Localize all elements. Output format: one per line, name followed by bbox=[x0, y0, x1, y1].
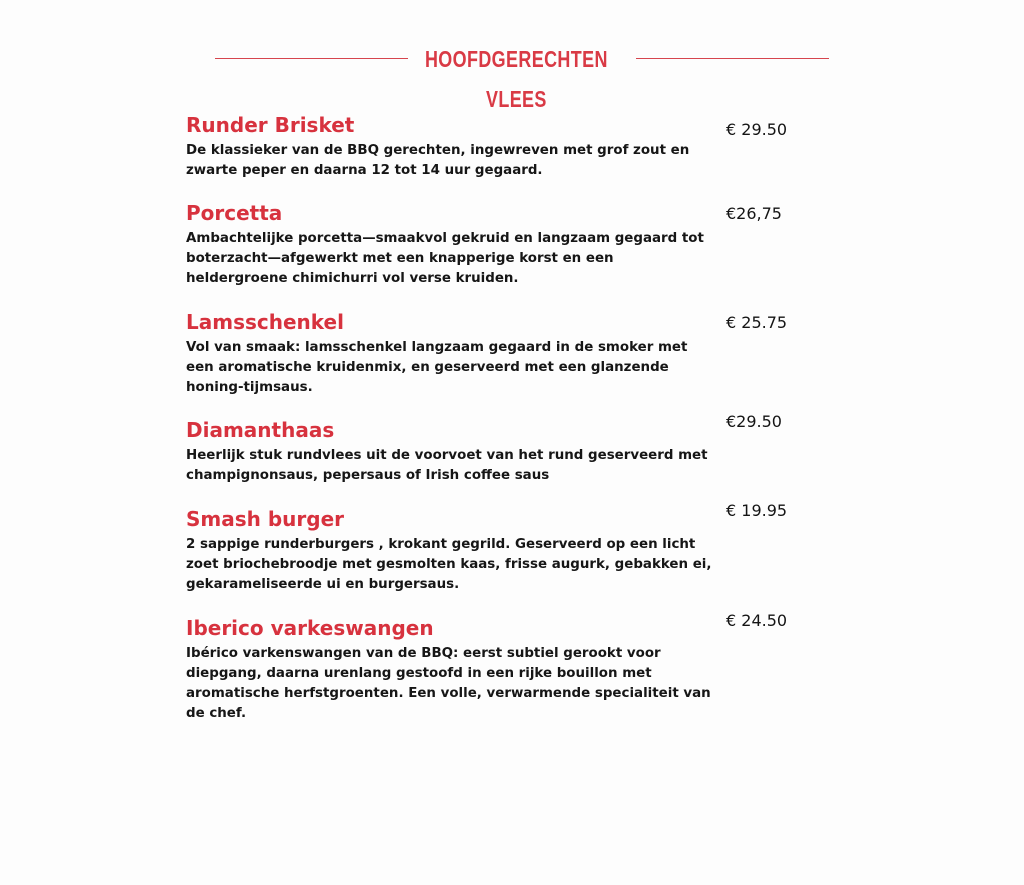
menu-item-price: € 29.50 bbox=[726, 120, 788, 139]
menu-item bbox=[186, 501, 806, 595]
menu-item-name: Iberico varkeswangen bbox=[186, 616, 434, 640]
menu-item-price: € 25.75 bbox=[726, 313, 788, 332]
menu-item-name: Diamanthaas bbox=[186, 418, 335, 442]
menu-item-description: 2 sappige runderburgers , krokant gegrild. Geserveerd op een licht zoet briochebroodje met gesmolten kaas, frisse augurk, gebakken ei, gekarameliseerde ui en burgersaus. bbox=[186, 537, 712, 592]
menu-item bbox=[186, 113, 806, 181]
menu-item-name: Smash burger bbox=[186, 507, 345, 531]
menu-item-name: Lamsschenkel bbox=[186, 310, 344, 334]
menu-item-price: € 24.50 bbox=[726, 611, 788, 630]
menu-item-description: Heerlijk stuk rundvlees uit de voorvoet van het rund geserveerd met champignonsaus, pepersaus of Irish coffee saus bbox=[186, 448, 708, 483]
menu-item-price: € 19.95 bbox=[726, 501, 788, 520]
menu-item bbox=[186, 412, 806, 486]
menu-item-price: €29.50 bbox=[726, 412, 782, 431]
menu-item-name: Runder Brisket bbox=[186, 113, 355, 137]
sub-title: VLEES bbox=[485, 86, 547, 112]
menu-item bbox=[186, 310, 806, 398]
menu-item-price: €26,75 bbox=[726, 204, 782, 223]
menu-item-description: De klassieker van de BBQ gerechten, ingewreven met grof zout en zwarte peper en daarna 12 tot 14 uur gegaard. bbox=[186, 143, 690, 178]
menu-item-description: Vol van smaak: lamsschenkel langzaam gegaard in de smoker met een aromatische kruidenmix, en geserveerd met een glanzende honing-tijmsaus. bbox=[186, 340, 688, 395]
menu-item bbox=[186, 201, 806, 289]
menu-item-description: Ibérico varkenswangen van de BBQ: eerst subtiel gerookt voor diepgang, daarna urenlang gestoofd in een rijke bouillon met aromatische herfstgroenten. Een volle, verwarmende specialiteit van de chef. bbox=[186, 646, 711, 721]
menu-item bbox=[186, 611, 806, 724]
menu-item-description: Ambachtelijke porcetta—smaakvol gekruid en langzaam gegaard tot boterzacht—afgewerkt met een knapperige korst en een heldergroene chimichurri vol verse kruiden. bbox=[186, 231, 704, 286]
menu-item-name: Porcetta bbox=[186, 201, 283, 225]
section-title: HOOFDGERECHTEN bbox=[424, 46, 608, 72]
